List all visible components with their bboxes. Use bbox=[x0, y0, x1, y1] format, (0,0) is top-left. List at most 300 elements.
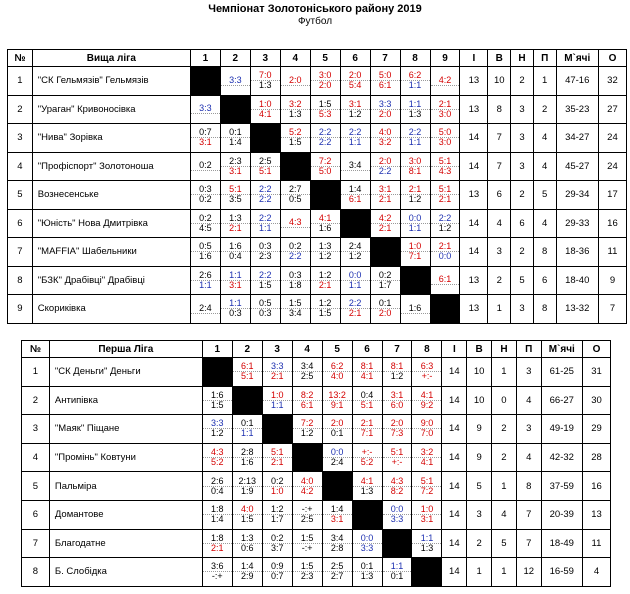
column-header: 4 bbox=[292, 341, 322, 358]
stat-points: 28 bbox=[582, 443, 610, 472]
score-first-leg: 2:0 bbox=[323, 419, 352, 429]
match-score-cell bbox=[190, 95, 220, 124]
score-first-leg: 0:2 bbox=[371, 271, 400, 281]
score-second-leg: 2:1 bbox=[270, 371, 284, 382]
score-first-leg: 2:6 bbox=[191, 271, 220, 281]
score-second-leg: 1:6 bbox=[318, 222, 332, 233]
score-second-leg: 1:3 bbox=[360, 485, 374, 496]
match-score-cell bbox=[232, 529, 262, 558]
self-match-cell bbox=[202, 358, 232, 387]
score-second-leg: 2:0 bbox=[318, 80, 332, 91]
stat-games-played: 14 bbox=[460, 152, 488, 181]
score-second-leg: 1:3 bbox=[420, 542, 434, 553]
match-score-cell bbox=[430, 266, 460, 295]
score-first-leg: 1:5 bbox=[311, 100, 340, 110]
team-number: 2 bbox=[22, 386, 50, 415]
score-second-leg: 1:1 bbox=[240, 428, 254, 439]
match-score-cell bbox=[190, 266, 220, 295]
score-first-leg: 3:1 bbox=[383, 391, 412, 401]
match-score-cell bbox=[400, 295, 430, 324]
match-score-cell bbox=[322, 386, 352, 415]
stat-goals: 18-40 bbox=[556, 266, 598, 295]
self-match-cell bbox=[220, 95, 250, 124]
score-first-leg: 4:3 bbox=[203, 448, 232, 458]
match-score-cell bbox=[310, 209, 340, 238]
match-score-cell bbox=[352, 558, 382, 587]
stat-points: 7 bbox=[598, 295, 626, 324]
match-score-cell bbox=[370, 124, 400, 153]
match-score-cell bbox=[292, 529, 322, 558]
match-score-cell bbox=[190, 152, 220, 181]
self-match-cell bbox=[412, 558, 442, 587]
score-first-leg: 1:1 bbox=[221, 271, 250, 281]
match-score-cell bbox=[250, 238, 280, 267]
score-first-leg: 4:0 bbox=[293, 477, 322, 487]
table-row bbox=[22, 558, 611, 587]
score-second-leg: 2:5 bbox=[300, 514, 314, 525]
score-first-leg: 1:6 bbox=[203, 391, 232, 401]
score-first-leg: 5:1 bbox=[221, 185, 250, 195]
match-score-cell bbox=[262, 472, 292, 501]
column-header: Н bbox=[492, 341, 517, 358]
match-score-cell bbox=[232, 472, 262, 501]
stat-losses: 7 bbox=[516, 529, 541, 558]
match-score-cell bbox=[430, 181, 460, 210]
stat-points: 17 bbox=[598, 181, 626, 210]
score-second-leg: 4:1 bbox=[360, 371, 374, 382]
match-score-cell bbox=[322, 358, 352, 387]
match-score-cell bbox=[280, 95, 310, 124]
match-score-cell bbox=[412, 415, 442, 444]
score-second-leg: 4:1 bbox=[420, 457, 434, 468]
column-header: 7 bbox=[370, 50, 400, 67]
match-score-cell bbox=[352, 443, 382, 472]
match-score-cell bbox=[202, 386, 232, 415]
score-first-leg: 0:2 bbox=[281, 242, 310, 252]
table-row bbox=[22, 415, 611, 444]
score-first-leg: 5:2 bbox=[281, 128, 310, 138]
score-first-leg: 8:1 bbox=[383, 362, 412, 372]
stat-wins: 10 bbox=[488, 67, 511, 96]
score-second-leg: 2:1 bbox=[438, 194, 452, 205]
score-second-leg: 1:5 bbox=[211, 399, 224, 410]
match-score-cell bbox=[202, 529, 232, 558]
score-second-leg: 1:4 bbox=[229, 137, 242, 148]
stat-points: 11 bbox=[598, 238, 626, 267]
stat-games-played: 14 bbox=[442, 529, 467, 558]
match-score-cell bbox=[370, 67, 400, 96]
score-first-leg: 2:2 bbox=[341, 128, 370, 138]
team-number: 3 bbox=[8, 124, 33, 153]
match-score-cell bbox=[262, 558, 292, 587]
table-row bbox=[22, 443, 611, 472]
score-first-leg: 3:3 bbox=[203, 419, 232, 429]
score-first-leg: 2:0 bbox=[383, 419, 412, 429]
match-score-cell bbox=[340, 181, 370, 210]
score-first-leg: 0:1 bbox=[353, 562, 382, 572]
stat-draws: 5 bbox=[492, 529, 517, 558]
stat-games-played: 14 bbox=[442, 358, 467, 387]
score-first-leg: 4:1 bbox=[311, 214, 340, 224]
score-second-leg: 6:1 bbox=[378, 80, 392, 91]
score-second-leg: 5:0 bbox=[318, 165, 332, 176]
score-second-leg: 2:7 bbox=[330, 571, 344, 582]
score-first-leg: 1:2 bbox=[311, 299, 340, 309]
score-second-leg: 4:1 bbox=[259, 108, 272, 119]
score-first-leg: 7:2 bbox=[311, 157, 340, 167]
score-second-leg: 1:9 bbox=[240, 485, 254, 496]
column-header: 8 bbox=[400, 50, 430, 67]
score-second-leg: 1:1 bbox=[408, 222, 422, 233]
stat-draws: 1 bbox=[492, 558, 517, 587]
table-row bbox=[8, 67, 627, 96]
score-second-leg: 2:2 bbox=[288, 251, 302, 262]
stat-goals: 47-16 bbox=[556, 67, 598, 96]
score-second-leg: 9:1 bbox=[330, 399, 344, 410]
match-score-cell bbox=[352, 529, 382, 558]
first-league-table bbox=[21, 340, 611, 587]
match-score-cell bbox=[220, 238, 250, 267]
match-score-cell bbox=[430, 209, 460, 238]
score-second-leg: 2:8 bbox=[330, 542, 344, 553]
score-first-leg: 9:0 bbox=[412, 419, 441, 429]
score-second-leg: 4:2 bbox=[300, 485, 314, 496]
top-league-table bbox=[7, 49, 627, 324]
stat-wins: 5 bbox=[467, 472, 492, 501]
match-score-cell bbox=[322, 500, 352, 529]
match-score-cell bbox=[400, 67, 430, 96]
team-number: 7 bbox=[22, 529, 50, 558]
score-first-leg: 1:1 bbox=[401, 100, 430, 110]
match-score-cell bbox=[382, 558, 412, 587]
stat-points: 16 bbox=[582, 472, 610, 501]
stat-goals: 18-49 bbox=[541, 529, 582, 558]
stat-losses: 8 bbox=[516, 472, 541, 501]
score-second-leg: 9:2 bbox=[420, 399, 434, 410]
score-first-leg: 2:2 bbox=[341, 299, 370, 309]
score-second-leg: 0:7 bbox=[270, 571, 284, 582]
stat-draws: 3 bbox=[511, 152, 534, 181]
match-score-cell bbox=[370, 95, 400, 124]
match-score-cell bbox=[202, 415, 232, 444]
stat-draws: 3 bbox=[511, 295, 534, 324]
team-number: 9 bbox=[8, 295, 33, 324]
score-first-leg: 6:1 bbox=[233, 362, 262, 372]
stat-goals: 20-39 bbox=[541, 500, 582, 529]
table-header-row bbox=[22, 341, 611, 358]
score-second-leg: 3:1 bbox=[199, 137, 212, 148]
column-header: № bbox=[22, 341, 50, 358]
stat-wins: 9 bbox=[467, 415, 492, 444]
score-second-leg: 2:3 bbox=[259, 251, 272, 262]
self-match-cell bbox=[232, 386, 262, 415]
match-score-cell bbox=[370, 152, 400, 181]
stat-games-played: 13 bbox=[460, 181, 488, 210]
score-second-leg: 3:7 bbox=[270, 542, 284, 553]
self-match-cell bbox=[322, 472, 352, 501]
match-score-cell bbox=[232, 358, 262, 387]
match-score-cell bbox=[220, 209, 250, 238]
match-score-cell bbox=[280, 266, 310, 295]
match-score-cell bbox=[280, 181, 310, 210]
score-first-leg: 1:2 bbox=[263, 505, 292, 515]
score-first-leg: 2:1 bbox=[431, 242, 460, 252]
score-second-leg: 2:1 bbox=[270, 457, 284, 468]
score-first-leg: 3:1 bbox=[341, 100, 370, 110]
score-second-leg: 1:3 bbox=[259, 80, 272, 91]
score-first-leg: 6:3 bbox=[412, 362, 441, 372]
table-row bbox=[8, 209, 627, 238]
match-score-cell bbox=[220, 152, 250, 181]
stat-games-played: 14 bbox=[442, 386, 467, 415]
column-header: В bbox=[488, 50, 511, 67]
team-number: 7 bbox=[8, 238, 33, 267]
self-match-cell bbox=[190, 67, 220, 96]
score-first-leg: 2:2 bbox=[311, 128, 340, 138]
score-first-leg: 0:9 bbox=[263, 562, 292, 572]
stat-losses: 12 bbox=[516, 558, 541, 587]
stat-goals: 13-32 bbox=[556, 295, 598, 324]
stat-losses: 8 bbox=[533, 295, 556, 324]
column-header: 2 bbox=[232, 341, 262, 358]
match-score-cell bbox=[280, 124, 310, 153]
score-second-leg: 4:0 bbox=[330, 371, 344, 382]
score-first-leg: 2:1 bbox=[401, 185, 430, 195]
team-number: 8 bbox=[8, 266, 33, 295]
team-number: 5 bbox=[8, 181, 33, 210]
score-first-leg: 2:1 bbox=[431, 100, 460, 110]
match-score-cell bbox=[220, 295, 250, 324]
column-header: 5 bbox=[310, 50, 340, 67]
score-first-leg: 0:0 bbox=[353, 534, 382, 544]
match-score-cell bbox=[262, 386, 292, 415]
score-first-leg: 1:5 bbox=[281, 299, 310, 309]
stat-draws: 2 bbox=[492, 415, 517, 444]
score-first-leg: 2:0 bbox=[281, 76, 310, 86]
match-score-cell bbox=[202, 443, 232, 472]
match-score-cell bbox=[400, 95, 430, 124]
score-first-leg: 3:0 bbox=[401, 157, 430, 167]
score-first-leg: 1:0 bbox=[263, 391, 292, 401]
score-first-leg: 2:7 bbox=[281, 185, 310, 195]
team-number: 5 bbox=[22, 472, 50, 501]
score-second-leg: +:- bbox=[391, 457, 403, 468]
match-score-cell bbox=[352, 472, 382, 501]
self-match-cell bbox=[370, 238, 400, 267]
score-second-leg: 3:0 bbox=[438, 137, 452, 148]
score-second-leg: 0:0 bbox=[438, 251, 452, 262]
stat-points: 29 bbox=[582, 415, 610, 444]
score-second-leg: 1:3 bbox=[288, 108, 302, 119]
score-second-leg: 2:2 bbox=[318, 137, 332, 148]
match-score-cell bbox=[400, 152, 430, 181]
stat-games-played: 14 bbox=[460, 209, 488, 238]
team-number: 6 bbox=[8, 209, 33, 238]
score-first-leg: 0:3 bbox=[251, 242, 280, 252]
match-score-cell bbox=[202, 558, 232, 587]
stat-points: 31 bbox=[582, 358, 610, 387]
score-first-leg: 1:0 bbox=[251, 100, 280, 110]
match-score-cell bbox=[430, 124, 460, 153]
score-second-leg: 1:1 bbox=[270, 399, 284, 410]
score-second-leg: 1:1 bbox=[408, 80, 422, 91]
stat-points: 24 bbox=[598, 124, 626, 153]
match-score-cell bbox=[310, 95, 340, 124]
column-header: М`ячі bbox=[556, 50, 598, 67]
stat-points: 9 bbox=[598, 266, 626, 295]
score-second-leg: 3:3 bbox=[390, 514, 404, 525]
score-second-leg: 1:4 bbox=[211, 514, 224, 525]
score-first-leg: 0:2 bbox=[191, 214, 220, 224]
table-row bbox=[8, 295, 627, 324]
stat-wins: 10 bbox=[467, 358, 492, 387]
match-score-cell bbox=[232, 500, 262, 529]
score-first-leg: 5:0 bbox=[431, 128, 460, 138]
score-second-leg: 0:4 bbox=[211, 485, 224, 496]
score-first-leg: 6:2 bbox=[323, 362, 352, 372]
stat-goals: 42-32 bbox=[541, 443, 582, 472]
score-first-leg: 6:2 bbox=[401, 71, 430, 81]
stat-points: 30 bbox=[582, 386, 610, 415]
match-score-cell bbox=[292, 415, 322, 444]
column-header: 1 bbox=[202, 341, 232, 358]
score-second-leg: 7:0 bbox=[420, 428, 434, 439]
score-second-leg: 3:3 bbox=[360, 542, 374, 553]
column-header: 6 bbox=[340, 50, 370, 67]
table-row bbox=[8, 152, 627, 181]
match-score-cell bbox=[340, 152, 370, 181]
match-score-cell bbox=[382, 500, 412, 529]
score-second-leg: 6:0 bbox=[390, 399, 404, 410]
team-name: Вознесенське bbox=[32, 181, 190, 210]
match-score-cell bbox=[430, 238, 460, 267]
score-first-leg: 2:13 bbox=[233, 477, 262, 487]
match-score-cell bbox=[382, 358, 412, 387]
score-second-leg: 2:2 bbox=[378, 165, 392, 176]
team-name: "СК Гельмязів" Гельмязів bbox=[32, 67, 190, 96]
match-score-cell bbox=[430, 67, 460, 96]
score-first-leg: 8:2 bbox=[293, 391, 322, 401]
match-score-cell bbox=[400, 238, 430, 267]
score-second-leg: -:+ bbox=[211, 571, 223, 582]
match-score-cell bbox=[220, 124, 250, 153]
stat-goals: 49-19 bbox=[541, 415, 582, 444]
score-second-leg: 1:1 bbox=[348, 137, 362, 148]
stat-goals: 37-59 bbox=[541, 472, 582, 501]
stat-games-played: 14 bbox=[460, 238, 488, 267]
stat-games-played: 14 bbox=[442, 443, 467, 472]
score-second-leg: 1:5 bbox=[240, 514, 254, 525]
stat-points: 24 bbox=[598, 152, 626, 181]
score-first-leg: 4:0 bbox=[233, 505, 262, 515]
score-first-leg: 3:2 bbox=[412, 448, 441, 458]
match-score-cell bbox=[340, 238, 370, 267]
match-score-cell bbox=[310, 152, 340, 181]
match-score-cell bbox=[190, 209, 220, 238]
score-first-leg: 5:1 bbox=[431, 157, 460, 167]
team-name: Скориківка bbox=[32, 295, 190, 324]
match-score-cell bbox=[310, 67, 340, 96]
team-number: 3 bbox=[22, 415, 50, 444]
score-first-leg: -:+ bbox=[293, 505, 322, 515]
match-score-cell bbox=[352, 386, 382, 415]
score-first-leg: 1:5 bbox=[293, 534, 322, 544]
column-header: 8 bbox=[412, 341, 442, 358]
match-score-cell bbox=[292, 558, 322, 587]
score-second-leg: 2:1 bbox=[378, 222, 392, 233]
self-match-cell bbox=[430, 295, 460, 324]
match-score-cell bbox=[280, 209, 310, 238]
score-second-leg: 1:7 bbox=[378, 279, 392, 290]
score-second-leg: 6:1 bbox=[348, 194, 362, 205]
stat-losses: 4 bbox=[533, 209, 556, 238]
score-second-leg: 2:3 bbox=[300, 571, 314, 582]
match-score-cell bbox=[310, 295, 340, 324]
score-second-leg: 3:0 bbox=[438, 108, 452, 119]
match-score-cell bbox=[370, 181, 400, 210]
stat-wins: 6 bbox=[488, 181, 511, 210]
table-row bbox=[8, 124, 627, 153]
score-second-leg: 2:0 bbox=[378, 108, 392, 119]
score-second-leg: 1:2 bbox=[408, 194, 422, 205]
match-score-cell bbox=[310, 266, 340, 295]
stat-goals: 66-27 bbox=[541, 386, 582, 415]
table-row bbox=[22, 472, 611, 501]
match-score-cell bbox=[412, 358, 442, 387]
stat-points: 16 bbox=[598, 209, 626, 238]
stat-losses: 4 bbox=[516, 443, 541, 472]
team-name: "СК Деньги" Деньги bbox=[49, 358, 202, 387]
stat-draws: 3 bbox=[511, 124, 534, 153]
column-header: Н bbox=[511, 50, 534, 67]
stat-wins: 10 bbox=[467, 386, 492, 415]
score-second-leg: 8:2 bbox=[390, 485, 404, 496]
self-match-cell bbox=[262, 415, 292, 444]
score-first-leg: 2:5 bbox=[251, 157, 280, 167]
team-number: 4 bbox=[8, 152, 33, 181]
score-second-leg: 1:8 bbox=[288, 279, 302, 290]
match-score-cell bbox=[340, 266, 370, 295]
column-header: І bbox=[460, 50, 488, 67]
match-score-cell bbox=[250, 95, 280, 124]
score-first-leg: 1:8 bbox=[203, 534, 232, 544]
column-header: О bbox=[598, 50, 626, 67]
match-score-cell bbox=[382, 386, 412, 415]
team-name: Домантове bbox=[49, 500, 202, 529]
stat-games-played: 14 bbox=[442, 415, 467, 444]
match-score-cell bbox=[262, 358, 292, 387]
team-number: 8 bbox=[22, 558, 50, 587]
score-second-leg: 3:1 bbox=[420, 514, 434, 525]
stat-goals: 45-27 bbox=[556, 152, 598, 181]
score-first-leg: 3:3 bbox=[191, 104, 220, 114]
match-score-cell bbox=[220, 181, 250, 210]
match-score-cell bbox=[322, 529, 352, 558]
score-first-leg: 2:3 bbox=[221, 157, 250, 167]
column-header: 1 bbox=[190, 50, 220, 67]
match-score-cell bbox=[310, 238, 340, 267]
score-second-leg: 1:2 bbox=[211, 428, 224, 439]
team-name: "Профіспорт" Золотоноша bbox=[32, 152, 190, 181]
stat-goals: 29-34 bbox=[556, 181, 598, 210]
match-score-cell bbox=[310, 124, 340, 153]
score-second-leg: 1:1 bbox=[408, 137, 422, 148]
score-first-leg: 0:2 bbox=[191, 161, 220, 171]
score-first-leg: 2:0 bbox=[341, 71, 370, 81]
team-name: Пальміра bbox=[49, 472, 202, 501]
score-first-leg: 3:0 bbox=[311, 71, 340, 81]
self-match-cell bbox=[340, 209, 370, 238]
